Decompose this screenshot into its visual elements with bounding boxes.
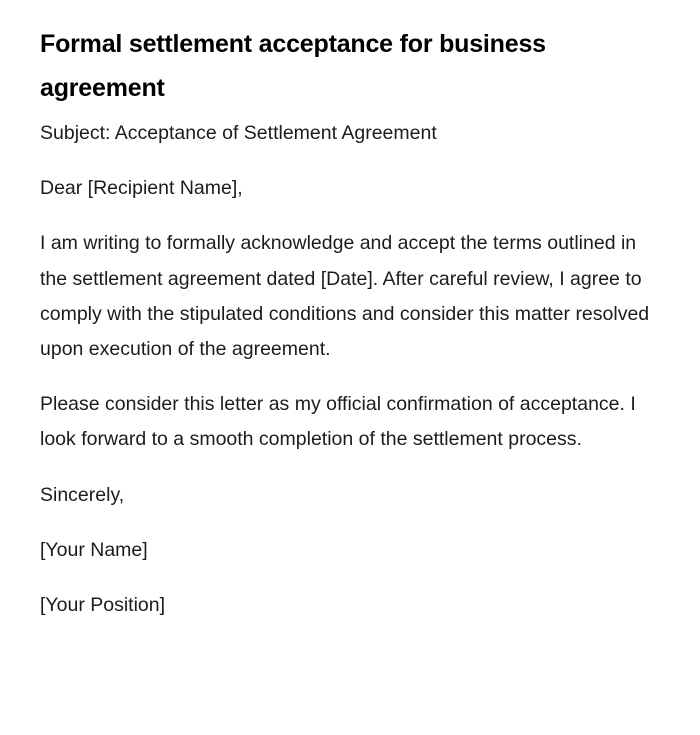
- salutation: Dear [Recipient Name],: [40, 177, 243, 200]
- signature-name: [Your Name]: [40, 538, 148, 561]
- subject-line: Subject: Acceptance of Settlement Agreement: [40, 122, 437, 144]
- signature-position: [Your Position]: [40, 594, 166, 617]
- closing: Sincerely,: [40, 483, 125, 506]
- body-paragraph-acceptance: I am writing to formally acknowledge and accept the terms outlined in the settlement agreement dated [Date]. After careful review, I agree to comply with the stipulated conditions and consider this matter resolved upon execution of the agreement.: [40, 232, 650, 361]
- document-title: Formal settlement acceptance for business agreement: [40, 30, 546, 102]
- body-paragraph-confirmation: Please consider this letter as my official confirmation of acceptance. I look forward to a smooth completion of the settlement process.: [40, 393, 636, 451]
